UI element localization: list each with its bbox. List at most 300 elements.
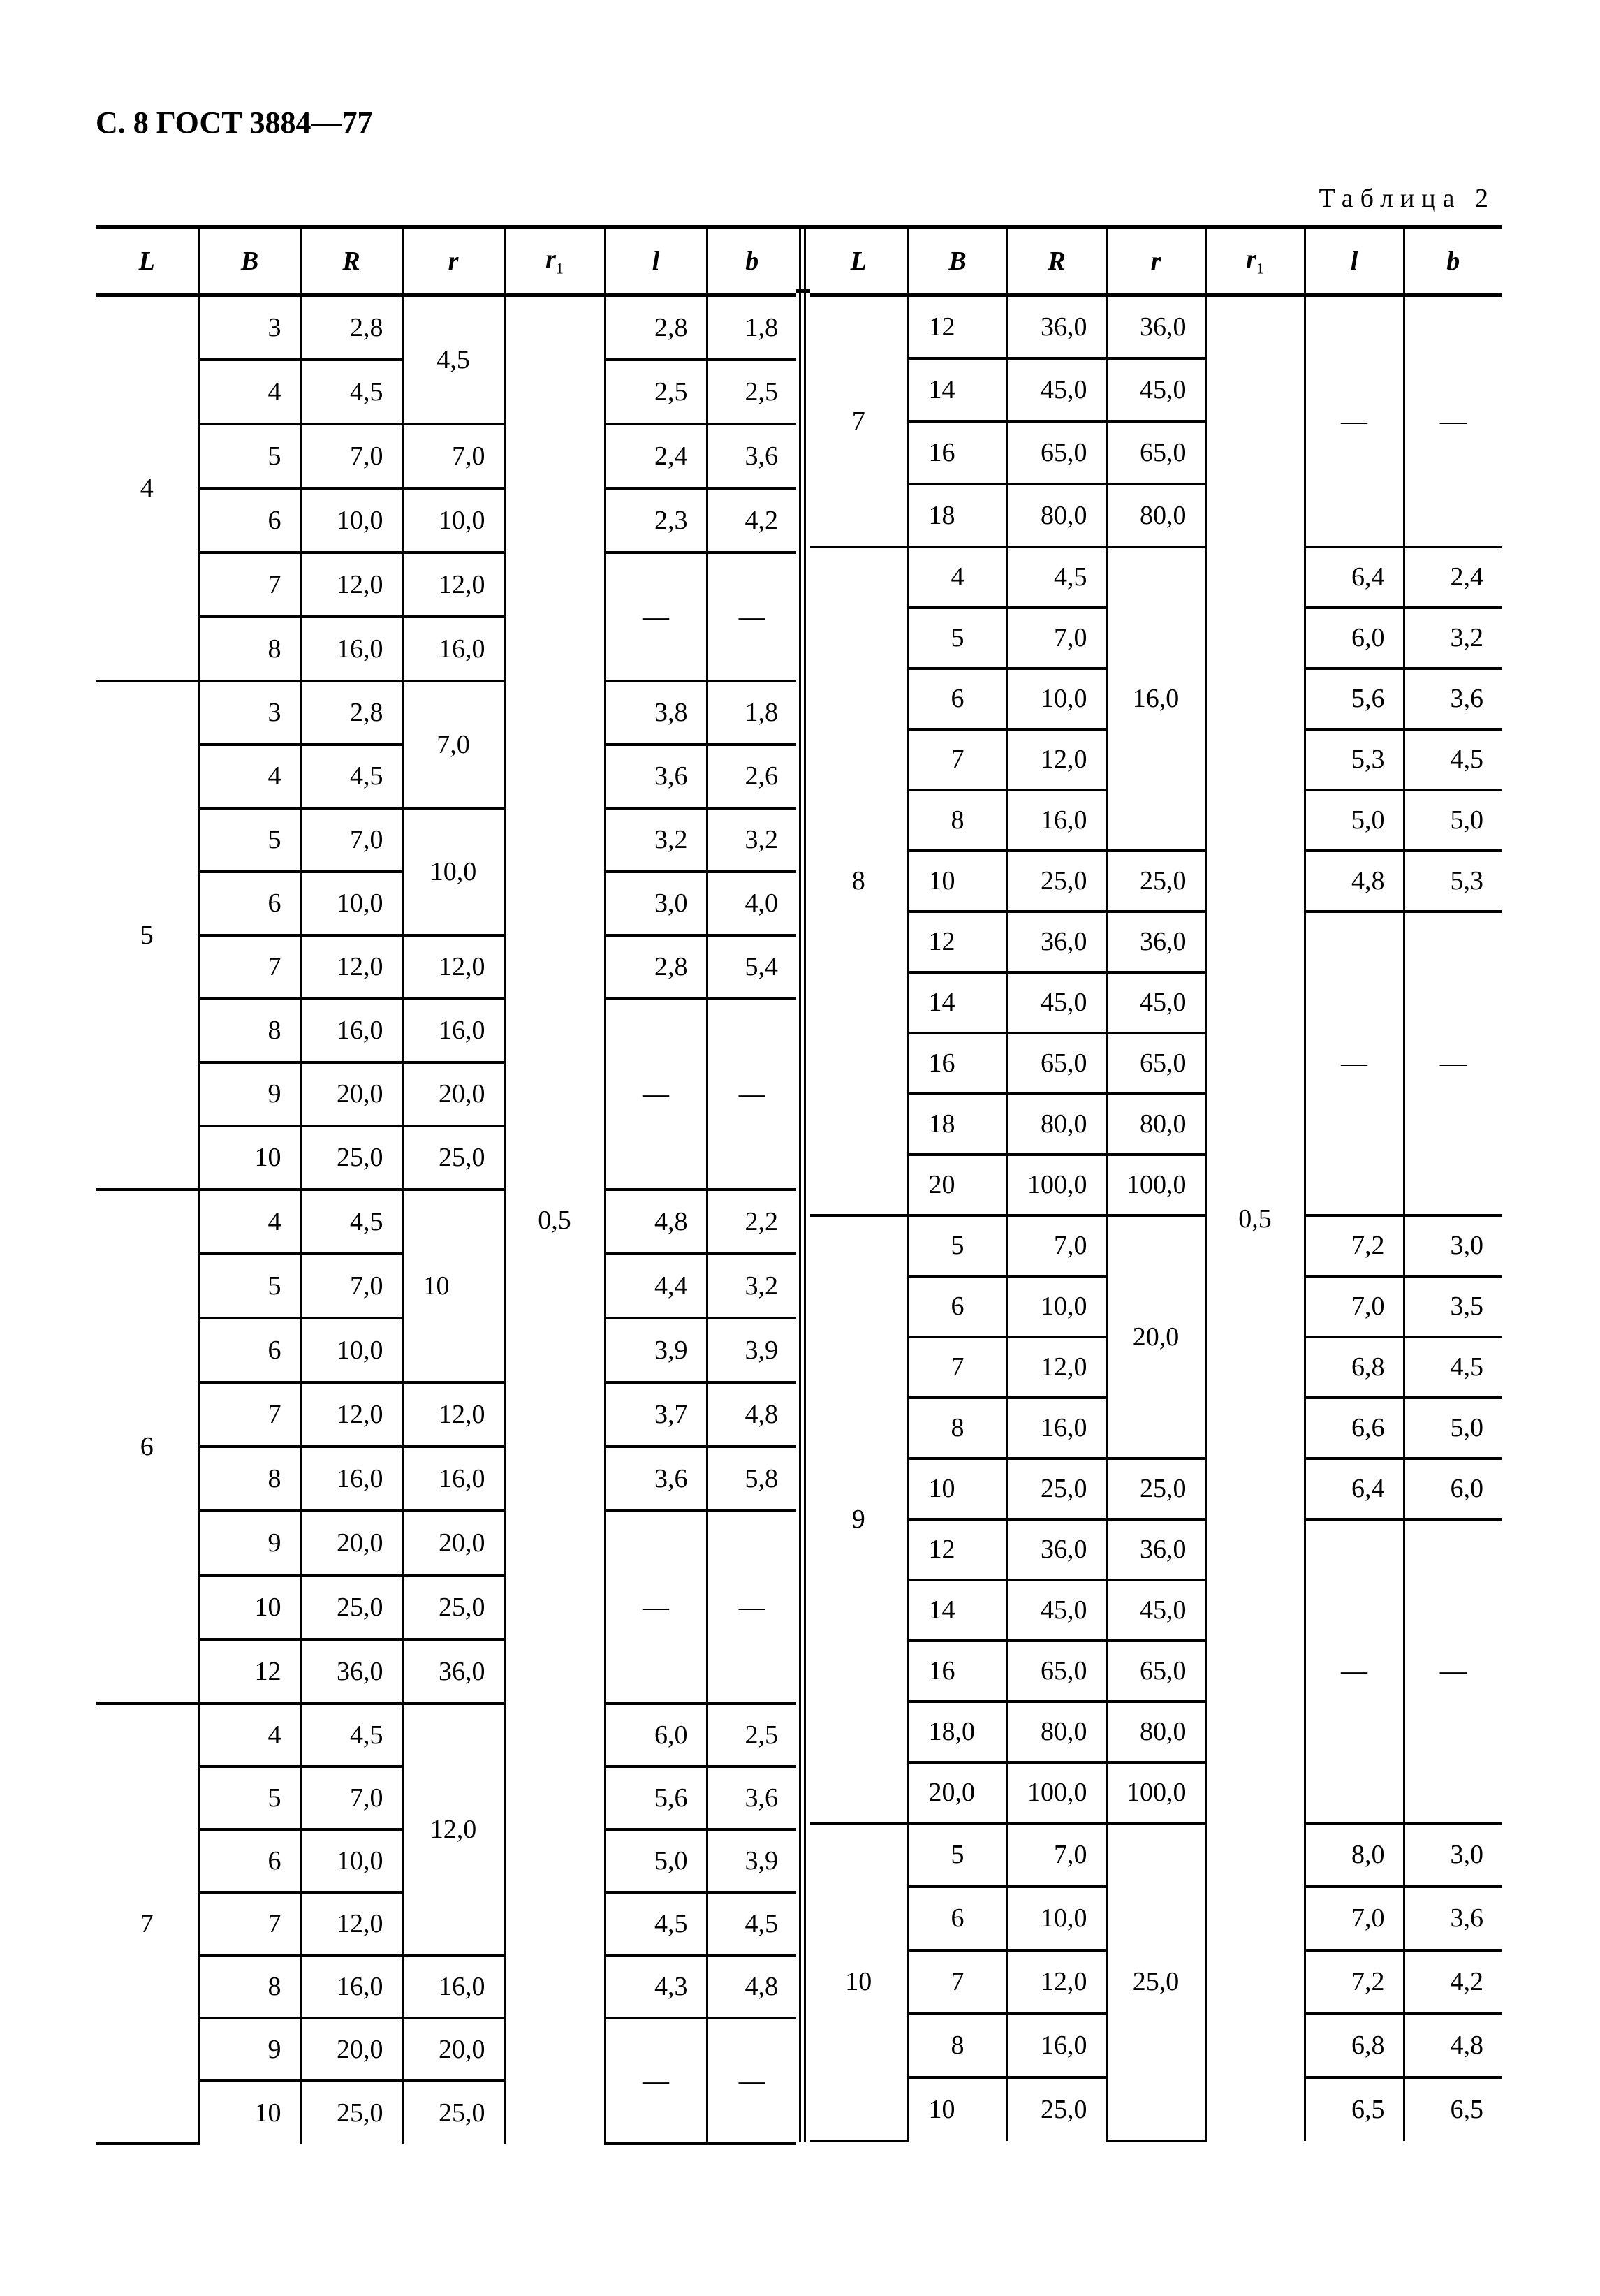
cell-l: 5,6 [1305, 668, 1404, 729]
table-row [810, 1519, 1502, 1580]
cell-R: 12,0 [1007, 1337, 1106, 1398]
cell-l: 6,8 [1305, 2014, 1404, 2077]
cell-B: 10 [908, 851, 1007, 912]
cell-l: 4,3 [605, 1955, 707, 2018]
cell-r: 36,0 [402, 1639, 504, 1704]
cell-B: 14 [908, 1580, 1007, 1641]
cell-r: 36,0 [1106, 1519, 1205, 1580]
table-header [96, 227, 796, 295]
cell-B: 16 [908, 1033, 1007, 1094]
cell-r: 4,5 [402, 295, 504, 424]
cell-b: 5,8 [707, 1447, 796, 1511]
cell-l: 3,6 [605, 1447, 707, 1511]
cell-l-dash: — [605, 999, 707, 1190]
cell-R: 80,0 [1007, 1702, 1106, 1762]
cell-R: 10,0 [1007, 1276, 1106, 1337]
cell-b: 3,9 [707, 1829, 796, 1892]
cell-l: 2,8 [605, 935, 707, 999]
cell-b: 2,6 [707, 745, 796, 808]
cell-R: 4,5 [300, 745, 402, 808]
cell-B: 4 [199, 1704, 300, 1767]
table-row [96, 488, 796, 553]
cell-r: 25,0 [402, 1126, 504, 1190]
cell-l: 7,0 [1305, 1887, 1404, 1950]
cell-B: 10 [199, 1126, 300, 1190]
cell-R: 16,0 [300, 1447, 402, 1511]
cell-b-dash: — [707, 1511, 796, 1704]
cell-b: 5,0 [1404, 1398, 1502, 1458]
table-caption: Таблица 2 [1319, 184, 1495, 213]
table-header [810, 227, 1502, 295]
table-row [96, 1190, 796, 1254]
cell-R: 65,0 [1007, 421, 1106, 484]
cell-r: 65,0 [1106, 1641, 1205, 1702]
cell-L: 7 [96, 1704, 199, 2144]
table-row [810, 912, 1502, 972]
cell-l: 7,2 [1305, 1950, 1404, 2014]
cell-R: 25,0 [300, 1126, 402, 1190]
cell-l: 8,0 [1305, 1823, 1404, 1887]
table-row [96, 999, 796, 1062]
cell-r: 45,0 [1106, 1580, 1205, 1641]
cell-B: 10 [908, 1458, 1007, 1519]
col-header-L: L [96, 227, 199, 295]
cell-l-dash: — [605, 1511, 707, 1704]
cell-r: 25,0 [402, 2081, 504, 2144]
cell-L: 8 [810, 547, 908, 1215]
table-row [96, 1511, 796, 1575]
divider-top-rule [796, 225, 810, 229]
col-header-r: r [402, 227, 504, 295]
cell-b-dash: — [707, 2018, 796, 2144]
table-row [96, 2018, 796, 2081]
cell-R: 7,0 [300, 1254, 402, 1318]
cell-B: 9 [199, 1062, 300, 1126]
col-header-r1: $r_1$ [504, 227, 605, 295]
cell-l: 4,4 [605, 1254, 707, 1318]
cell-r: 100,0 [1106, 1155, 1205, 1215]
cell-l: 2,5 [605, 360, 707, 424]
cell-b: 3,2 [707, 808, 796, 872]
cell-r: 12,0 [402, 1382, 504, 1447]
cell-b: 1,8 [707, 295, 796, 360]
table-row [96, 808, 796, 872]
cell-R: 20,0 [300, 2018, 402, 2081]
cell-b: 3,6 [1404, 1887, 1502, 1950]
cell-B: 20 [908, 1155, 1007, 1215]
cell-l: 3,7 [605, 1382, 707, 1447]
cell-B: 12 [199, 1639, 300, 1704]
cell-B: 4 [199, 360, 300, 424]
cell-b: 3,9 [707, 1318, 796, 1382]
cell-B: 18,0 [908, 1702, 1007, 1762]
cell-B: 4 [199, 745, 300, 808]
cell-B: 8 [199, 1447, 300, 1511]
cell-R: 4,5 [300, 1190, 402, 1254]
cell-l: 3,9 [605, 1318, 707, 1382]
cell-b: 3,6 [707, 424, 796, 488]
cell-r: 16,0 [402, 1447, 504, 1511]
cell-R: 7,0 [1007, 1823, 1106, 1887]
cell-r: 10,0 [402, 488, 504, 553]
cell-B: 20,0 [908, 1762, 1007, 1823]
cell-L: 7 [810, 295, 908, 547]
col-header-R: R [1007, 227, 1106, 295]
cell-r: 20,0 [402, 2018, 504, 2081]
cell-R: 80,0 [1007, 484, 1106, 547]
cell-l: 6,6 [1305, 1398, 1404, 1458]
cell-B: 6 [199, 488, 300, 553]
cell-R: 4,5 [1007, 547, 1106, 608]
cell-b: 6,0 [1404, 1458, 1502, 1519]
cell-l: 2,4 [605, 424, 707, 488]
table-row [810, 1823, 1502, 1887]
col-header-L: L [810, 227, 908, 295]
cell-R: 16,0 [300, 617, 402, 681]
cell-b: 4,5 [707, 1892, 796, 1955]
cell-b: 2,5 [707, 360, 796, 424]
cell-B: 14 [908, 358, 1007, 421]
table-row [810, 1215, 1502, 1276]
cell-R: 65,0 [1007, 1641, 1106, 1702]
cell-R: 16,0 [1007, 790, 1106, 851]
cell-l-dash: — [605, 2018, 707, 2144]
table-row [810, 295, 1502, 358]
cell-R: 12,0 [1007, 1950, 1106, 2014]
cell-b: 1,8 [707, 681, 796, 745]
cell-l: 7,2 [1305, 1215, 1404, 1276]
cell-B: 8 [908, 2014, 1007, 2077]
cell-R: 10,0 [1007, 668, 1106, 729]
cell-b: 4,2 [1404, 1950, 1502, 2014]
col-header-B: B [199, 227, 300, 295]
cell-l: 3,6 [605, 745, 707, 808]
cell-B: 5 [199, 808, 300, 872]
cell-r: 25,0 [1106, 1823, 1205, 2141]
cell-r: 36,0 [1106, 912, 1205, 972]
cell-B: 12 [908, 295, 1007, 358]
cell-B: 16 [908, 421, 1007, 484]
cell-B: 16 [908, 1641, 1007, 1702]
cell-R: 25,0 [300, 1575, 402, 1639]
cell-r: 45,0 [1106, 358, 1205, 421]
cell-b-dash: — [707, 999, 796, 1190]
cell-l-dash: — [1305, 1519, 1404, 1823]
cell-B: 5 [199, 424, 300, 488]
col-header-b: b [1404, 227, 1502, 295]
cell-r: 80,0 [1106, 484, 1205, 547]
cell-r: 65,0 [1106, 1033, 1205, 1094]
cell-R: 45,0 [1007, 358, 1106, 421]
cell-R: 25,0 [1007, 851, 1106, 912]
cell-r: 10,0 [402, 808, 504, 935]
cell-R: 10,0 [1007, 1887, 1106, 1950]
table-body-right [810, 295, 1502, 2141]
cell-B: 8 [199, 1955, 300, 2018]
cell-B: 6 [908, 668, 1007, 729]
table-row [96, 1382, 796, 1447]
cell-R: 4,5 [300, 360, 402, 424]
cell-b: 4,0 [707, 872, 796, 935]
cell-l-dash: — [1305, 295, 1404, 547]
cell-b-dash: — [1404, 1519, 1502, 1823]
table-row [96, 295, 796, 360]
table-right-half [810, 225, 1502, 2142]
cell-b: 5,3 [1404, 851, 1502, 912]
cell-R: 100,0 [1007, 1155, 1106, 1215]
cell-l: 6,4 [1305, 547, 1404, 608]
cell-B: 5 [199, 1254, 300, 1318]
cell-R: 25,0 [1007, 1458, 1106, 1519]
cell-R: 20,0 [300, 1062, 402, 1126]
cell-l-dash: — [605, 553, 707, 681]
cell-l: 5,0 [605, 1829, 707, 1892]
table-row [96, 553, 796, 617]
cell-R: 16,0 [1007, 2014, 1106, 2077]
cell-R: 36,0 [1007, 1519, 1106, 1580]
cell-r: 12,0 [402, 553, 504, 617]
cell-b: 4,5 [1404, 1337, 1502, 1398]
cell-r: 16,0 [1106, 547, 1205, 851]
cell-b: 3,2 [1404, 608, 1502, 668]
cell-r1: 0,5 [504, 295, 605, 2144]
table-row [96, 1955, 796, 2018]
cell-R: 25,0 [300, 2081, 402, 2144]
cell-B: 6 [199, 872, 300, 935]
cell-B: 8 [908, 1398, 1007, 1458]
col-header-r1: $r_1$ [1205, 227, 1305, 295]
col-header-l: l [1305, 227, 1404, 295]
table-row [96, 681, 796, 745]
page-header: С. 8 ГОСТ 3884—77 [96, 105, 373, 140]
cell-b: 4,8 [707, 1955, 796, 2018]
cell-R: 16,0 [300, 1955, 402, 2018]
table-row [810, 851, 1502, 912]
half-divider-double-line [799, 225, 806, 2142]
cell-R: 45,0 [1007, 1580, 1106, 1641]
cell-b-dash: — [707, 553, 796, 681]
cell-l: 6,4 [1305, 1458, 1404, 1519]
cell-r: 16,0 [402, 617, 504, 681]
cell-R: 16,0 [1007, 1398, 1106, 1458]
cell-l: 6,8 [1305, 1337, 1404, 1398]
cell-r: 80,0 [1106, 1094, 1205, 1155]
cell-l: 3,0 [605, 872, 707, 935]
cell-R: 10,0 [300, 872, 402, 935]
cell-r: 7,0 [402, 424, 504, 488]
cell-l: 4,8 [1305, 851, 1404, 912]
cell-R: 16,0 [300, 999, 402, 1062]
cell-L: 9 [810, 1215, 908, 1823]
cell-R: 36,0 [1007, 912, 1106, 972]
cell-R: 10,0 [300, 1318, 402, 1382]
table-row [810, 1458, 1502, 1519]
cell-R: 12,0 [300, 935, 402, 999]
cell-L: 10 [810, 1823, 908, 2141]
table-row [96, 424, 796, 488]
cell-B: 7 [199, 553, 300, 617]
cell-R: 80,0 [1007, 1094, 1106, 1155]
cell-B: 14 [908, 972, 1007, 1033]
cell-l: 3,8 [605, 681, 707, 745]
cell-b: 5,0 [1404, 790, 1502, 851]
cell-l: 5,3 [1305, 729, 1404, 790]
cell-b: 3,6 [707, 1767, 796, 1829]
cell-B: 5 [908, 608, 1007, 668]
cell-B: 3 [199, 295, 300, 360]
table-row [96, 1704, 796, 1767]
cell-b: 3,2 [707, 1254, 796, 1318]
cell-B: 6 [908, 1887, 1007, 1950]
cell-R: 65,0 [1007, 1033, 1106, 1094]
cell-B: 8 [908, 790, 1007, 851]
cell-b: 3,0 [1404, 1823, 1502, 1887]
cell-r: 7,0 [402, 681, 504, 808]
cell-R: 7,0 [1007, 608, 1106, 668]
cell-R: 12,0 [300, 1892, 402, 1955]
cell-B: 3 [199, 681, 300, 745]
cell-B: 7 [908, 729, 1007, 790]
cell-B: 7 [908, 1950, 1007, 2014]
cell-B: 5 [908, 1215, 1007, 1276]
cell-b-dash: — [1404, 295, 1502, 547]
cell-l: 2,3 [605, 488, 707, 553]
col-header-R: R [300, 227, 402, 295]
cell-R: 10,0 [300, 1829, 402, 1892]
table-left-half [96, 225, 796, 2145]
cell-l: 6,0 [1305, 608, 1404, 668]
cell-r: 25,0 [1106, 1458, 1205, 1519]
cell-B: 4 [199, 1190, 300, 1254]
table-body-left [96, 295, 796, 2144]
table-row [810, 547, 1502, 608]
cell-B: 7 [199, 935, 300, 999]
cell-B: 18 [908, 1094, 1007, 1155]
cell-r: 12,0 [402, 935, 504, 999]
cell-b: 4,2 [707, 488, 796, 553]
col-header-r: r [1106, 227, 1205, 295]
cell-B: 9 [199, 1511, 300, 1575]
cell-R: 7,0 [1007, 1215, 1106, 1276]
cell-B: 6 [199, 1829, 300, 1892]
cell-l: 5,6 [605, 1767, 707, 1829]
cell-L: 4 [96, 295, 199, 681]
cell-b-dash: — [1404, 912, 1502, 1215]
cell-R: 7,0 [300, 1767, 402, 1829]
cell-B: 18 [908, 484, 1007, 547]
cell-B: 5 [908, 1823, 1007, 1887]
cell-r: 20,0 [402, 1062, 504, 1126]
cell-B: 10 [199, 1575, 300, 1639]
cell-L: 6 [96, 1190, 199, 1704]
cell-r: 20,0 [402, 1511, 504, 1575]
cell-B: 12 [908, 1519, 1007, 1580]
cell-R: 7,0 [300, 424, 402, 488]
cell-B: 4 [908, 547, 1007, 608]
cell-R: 12,0 [300, 553, 402, 617]
cell-r: 80,0 [1106, 1702, 1205, 1762]
cell-R: 36,0 [1007, 295, 1106, 358]
cell-R: 36,0 [300, 1639, 402, 1704]
cell-b: 4,5 [1404, 729, 1502, 790]
cell-l-dash: — [1305, 912, 1404, 1215]
cell-B: 6 [199, 1318, 300, 1382]
cell-r: 16,0 [402, 1955, 504, 2018]
cell-L: 5 [96, 681, 199, 1190]
cell-l: 4,8 [605, 1190, 707, 1254]
cell-r: 10 [402, 1190, 504, 1382]
cell-R: 100,0 [1007, 1762, 1106, 1823]
cell-R: 2,8 [300, 681, 402, 745]
cell-R: 4,5 [300, 1704, 402, 1767]
cell-B: 5 [199, 1767, 300, 1829]
cell-B: 8 [199, 999, 300, 1062]
col-header-l: l [605, 227, 707, 295]
cell-l: 6,5 [1305, 2077, 1404, 2141]
cell-r: 100,0 [1106, 1762, 1205, 1823]
cell-l: 6,0 [605, 1704, 707, 1767]
cell-B: 6 [908, 1276, 1007, 1337]
cell-R: 45,0 [1007, 972, 1106, 1033]
cell-l: 3,2 [605, 808, 707, 872]
table-row [96, 1447, 796, 1511]
cell-r: 65,0 [1106, 421, 1205, 484]
cell-b: 2,5 [707, 1704, 796, 1767]
cell-r: 20,0 [1106, 1215, 1205, 1458]
cell-r: 25,0 [1106, 851, 1205, 912]
cell-l: 7,0 [1305, 1276, 1404, 1337]
cell-b: 3,5 [1404, 1276, 1502, 1337]
cell-R: 2,8 [300, 295, 402, 360]
cell-B: 12 [908, 912, 1007, 972]
cell-B: 7 [199, 1892, 300, 1955]
cell-r: 25,0 [402, 1575, 504, 1639]
cell-B: 8 [199, 617, 300, 681]
col-header-B: B [908, 227, 1007, 295]
cell-l: 5,0 [1305, 790, 1404, 851]
table-row [96, 935, 796, 999]
divider-header-rule [796, 289, 810, 293]
cell-b: 2,4 [1404, 547, 1502, 608]
cell-B: 7 [199, 1382, 300, 1447]
cell-r: 16,0 [402, 999, 504, 1062]
cell-b: 6,5 [1404, 2077, 1502, 2141]
cell-B: 9 [199, 2018, 300, 2081]
cell-R: 20,0 [300, 1511, 402, 1575]
cell-l: 2,8 [605, 295, 707, 360]
cell-b: 4,8 [707, 1382, 796, 1447]
cell-B: 7 [908, 1337, 1007, 1398]
cell-r: 36,0 [1106, 295, 1205, 358]
cell-b: 3,6 [1404, 668, 1502, 729]
cell-b: 3,0 [1404, 1215, 1502, 1276]
cell-R: 12,0 [300, 1382, 402, 1447]
cell-r: 12,0 [402, 1704, 504, 1955]
cell-B: 10 [908, 2077, 1007, 2141]
col-header-b: b [707, 227, 796, 295]
cell-R: 25,0 [1007, 2077, 1106, 2141]
cell-b: 2,2 [707, 1190, 796, 1254]
cell-r1: 0,5 [1205, 295, 1305, 2141]
cell-R: 10,0 [300, 488, 402, 553]
cell-R: 7,0 [300, 808, 402, 872]
cell-b: 4,8 [1404, 2014, 1502, 2077]
cell-r: 45,0 [1106, 972, 1205, 1033]
cell-b: 5,4 [707, 935, 796, 999]
cell-R: 12,0 [1007, 729, 1106, 790]
cell-B: 10 [199, 2081, 300, 2144]
cell-l: 4,5 [605, 1892, 707, 1955]
